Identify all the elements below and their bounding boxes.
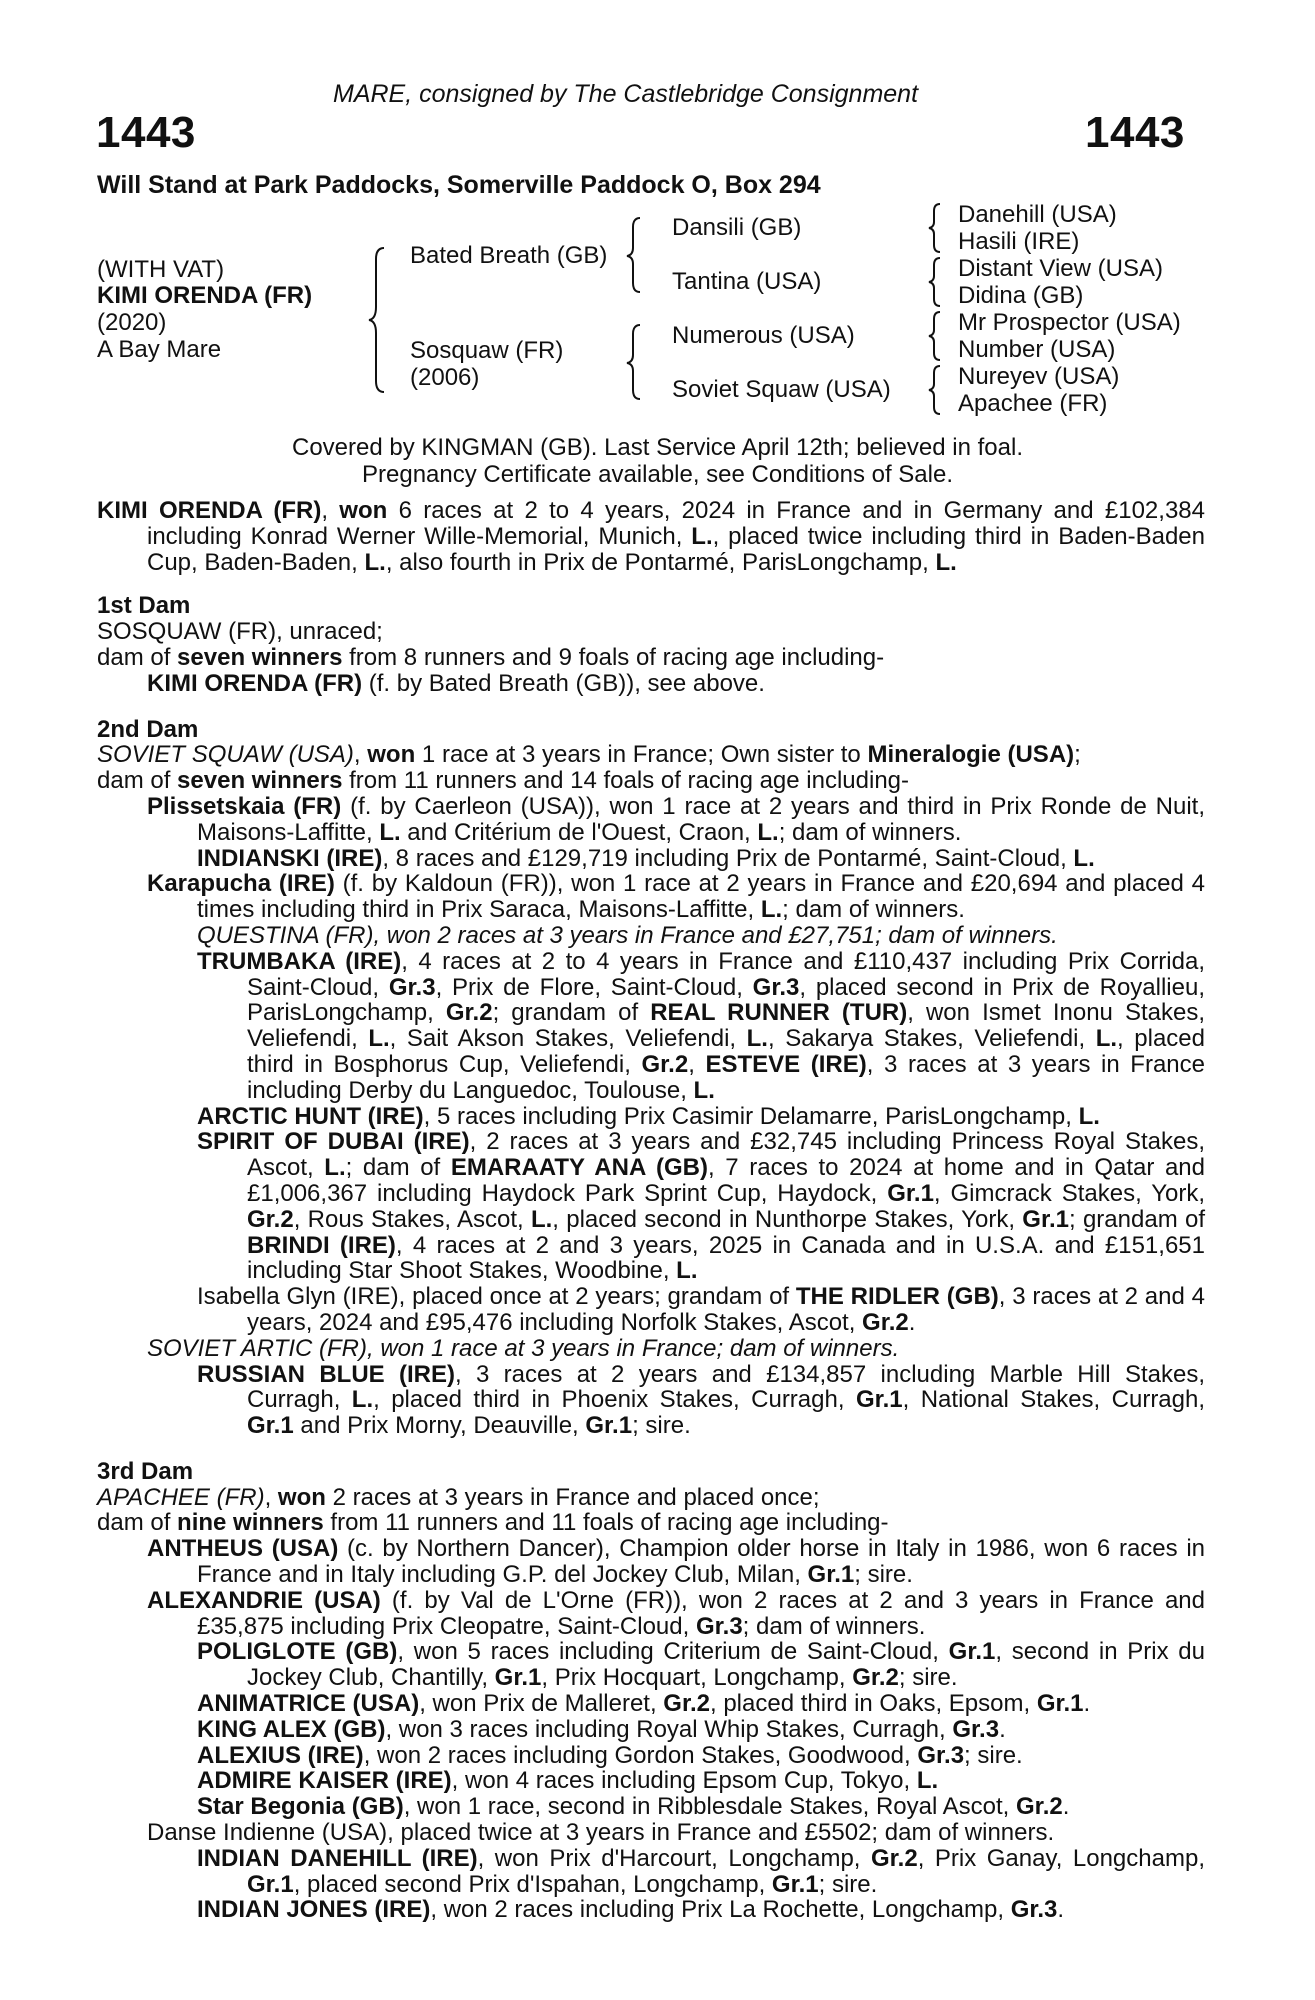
granddam-6: Number (USA) [958,336,1116,363]
first-dam-line-1: SOSQUAW (FR), unraced; [97,618,383,646]
brace-dam [626,322,646,402]
horse-year: (2020) [97,309,167,336]
produce-isabella-glyn: Isabella Glyn (IRE), placed once at 2 years; grandam of THE RIDLER (GB), 3 races at 2 and 4 years, 2024 and £95,476 including Norfolk Stakes, Ascot, Gr.2. [197,1283,1205,1336]
produce-indian-jones: INDIAN JONES (IRE), won 2 races including Prix La Rochette, Longchamp, Gr.3. [197,1896,1065,1924]
vat-note: (WITH VAT) [97,256,225,283]
brace-g78 [928,364,944,416]
brace-g56 [928,310,944,362]
sire-name: Bated Breath (GB) [410,242,608,269]
covering-info [0,434,1315,488]
grandsire-5: Mr Prospector (USA) [958,309,1181,336]
dam-name: Sosquaw (FR) [410,337,564,364]
granddam-4: Didina (GB) [958,282,1084,309]
produce-star-begonia: Star Begonia (GB), won 1 race, second in Ribblesdale Stakes, Royal Ascot, Gr.2. [197,1793,1070,1821]
produce-antheus: ANTHEUS (USA) (c. by Northern Dancer), Champion older horse in Italy in 1986, won 6 races in France and in Italy including G.P. del Jockey Club, Milan, Gr.1; sire. [147,1535,1206,1589]
produce-admire-kaiser: ADMIRE KAISER (IRE), won 4 races including Epsom Cup, Tokyo, L. [197,1767,939,1795]
sire-sire: Dansili (GB) [672,214,802,241]
brace-main [368,245,392,395]
produce-poliglote: POLIGLOTE (GB), won 5 races including Criterium de Saint-Cloud, Gr.1, second in Prix du Jockey Club, Chantilly, Gr.1, Prix Hocquart, Longchamp, Gr.2; sire. [197,1638,1205,1692]
pregnancy-certificate-line: Pregnancy Certificate available, see Conditions of Sale. [362,461,953,488]
produce-indian-danehill: INDIAN DANEHILL (IRE), won Prix d'Harcourt, Longchamp, Gr.2, Prix Ganay, Longchamp, Gr.1, placed second Prix d'Ispahan, Longchamp, Gr.1; sire. [197,1844,1205,1898]
produce-danse-indienne: Danse Indienne (USA), placed twice at 3 years in France and £5502; dam of winners. [147,1819,1055,1847]
lot-number-left: 1443 [96,108,196,157]
dam-year: (2006) [410,364,480,391]
grandsire-1: Danehill (USA) [958,201,1117,228]
consignment-line: MARE, consigned by The Castlebridge Consignment [333,80,919,108]
second-dam-line-1: SOVIET SQUAW (USA), won 1 race at 3 years in France; Own sister to Mineralogie (USA); [97,741,1081,769]
lot-number-right: 1443 [1085,108,1185,157]
grandsire-3: Distant View (USA) [958,255,1163,282]
produce-trumbaka: TRUMBAKA (IRE), 4 races at 2 to 4 years in France and £110,437 including Prix Corrida, Saint-Cloud, Gr.3, Prix de Flore, Saint-Cloud, Gr.3, placed second in Prix de Royallieu, ParisLongchamp, Gr.2; grandam of REAL RUNNER (TUR), won Ismet Inonu Stakes, Veliefendi, L., Sait Akson Stakes, Veliefendi, L., Sakarya Stakes, Veliefendi, L., placed third in Bosphorus Cup, Veliefendi, Gr.2, ESTEVE (IRE), 3 races at 3 years in France including Derby du Languedoc, Toulouse, L. [197,947,1205,1104]
sire-dam: Tantina (USA) [672,268,822,295]
dam-sire: Numerous (USA) [672,322,855,349]
produce-questina: QUESTINA (FR), won 2 races at 3 years in France and £27,751; dam of winners. [197,921,1058,949]
produce-karapucha: Karapucha (IRE) (f. by Kaldoun (FR)), won 1 race at 2 years in France and £20,694 and placed 4 times including third in Prix Saraca, Maisons-Laffitte, L.; dam of winners. [147,870,1205,924]
produce-plissetskaia: Plissetskaia (FR) (f. by Caerleon (USA)), won 1 race at 2 years and third in Prix Ronde de Nuit, Maisons-Laffitte, L. and Critérium de l'Ouest, Craon, L.; dam of winners. [147,792,1205,846]
dam-dam: Soviet Squaw (USA) [672,376,891,403]
third-dam-heading: 3rd Dam [97,1457,194,1485]
brace-g34 [928,256,944,308]
produce-indianski: INDIANSKI (IRE), 8 races and £129,719 including Prix de Pontarmé, Saint-Cloud, L. [197,844,1095,872]
grandsire-7: Nureyev (USA) [958,363,1120,390]
produce-arctic-hunt: ARCTIC HUNT (IRE), 5 races including Prix Casimir Delamarre, ParisLongchamp, L. [197,1102,1100,1130]
second-dam-heading: 2nd Dam [97,715,199,743]
produce-alexius: ALEXIUS (IRE), won 2 races including Gordon Stakes, Goodwood, Gr.3; sire. [197,1741,1023,1769]
granddam-8: Apachee (FR) [958,390,1108,417]
covering-line-1: Covered by KINGMAN (GB). Last Service April 12th; believed in foal. [292,434,1023,461]
produce-russian-blue: RUSSIAN BLUE (IRE), 3 races at 2 years and £134,857 including Marble Hill Stakes, Curragh, L., placed third in Phoenix Stakes, Curragh, Gr.1, National Stakes, Curragh, Gr.1 and Prix Morny, Deauville, Gr.1; sire. [197,1360,1206,1440]
second-dam-line-2: dam of seven winners from 11 runners and 14 foals of racing age including- [97,767,910,795]
produce-animatrice: ANIMATRICE (USA), won Prix de Malleret, Gr.2, placed third in Oaks, Epsom, Gr.1. [197,1690,1091,1718]
horse-description: A Bay Mare [97,336,222,363]
brace-sire [626,215,646,295]
produce-alexandrie: ALEXANDRIE (USA) (f. by Val de L'Orne (FR)), won 2 races at 2 and 3 years in France and £35,875 including Prix Cleopatre, Saint-Cloud, Gr.3; dam of winners. [147,1586,1205,1640]
third-dam-line-2: dam of nine winners from 11 runners and 11 foals of racing age including- [97,1509,889,1537]
first-dam-line-2: dam of seven winners from 8 runners and 9 foals of racing age including- [97,643,885,671]
third-dam-line-1: APACHEE (FR), won 2 races at 3 years in France and placed once; [97,1483,820,1511]
race-record: KIMI ORENDA (FR), won 6 races at 2 to 4 years, 2024 in France and in Germany and £102,384 including Konrad Werner Wille-Memorial, Munich, L., placed twice including third in Baden-Baden Cup, Baden-Baden, L., also fourth in Prix de Pontarmé, ParisLongchamp, L. [97,497,1206,576]
produce-king-alex: KING ALEX (GB), won 3 races including Royal Whip Stakes, Curragh, Gr.3. [197,1715,1006,1743]
produce-spirit-of-dubai: SPIRIT OF DUBAI (IRE), 2 races at 3 years and £32,745 including Princess Royal Stakes, Ascot, L.; dam of EMARAATY ANA (GB), 7 races to 2024 at home and in Qatar and £1,006,367 including Haydock Park Sprint Cup, Haydock, Gr.1, Gimcrack Stakes, York, Gr.2, Rous Stakes, Ascot, L., placed second in Nunthorpe Stakes, York, Gr.1; grandam of BRINDI (IRE), 4 races at 2 and 3 years, 2025 in Canada and in U.S.A. and £151,651 including Star Shoot Stakes, Woodbine, L. [197,1128,1205,1285]
catalogue-text [97,498,1205,1923]
first-dam-produce: KIMI ORENDA (FR) (f. by Bated Breath (GB)), see above. [147,669,765,697]
first-dam-heading: 1st Dam [97,592,191,620]
stand-location: Will Stand at Park Paddocks, Somerville Paddock O, Box 294 [97,171,821,199]
granddam-2: Hasili (IRE) [958,228,1080,255]
produce-soviet-artic: SOVIET ARTIC (FR), won 1 race at 3 years in France; dam of winners. [147,1334,900,1362]
brace-g12 [928,202,944,254]
horse-name: KIMI ORENDA (FR) [97,282,313,309]
